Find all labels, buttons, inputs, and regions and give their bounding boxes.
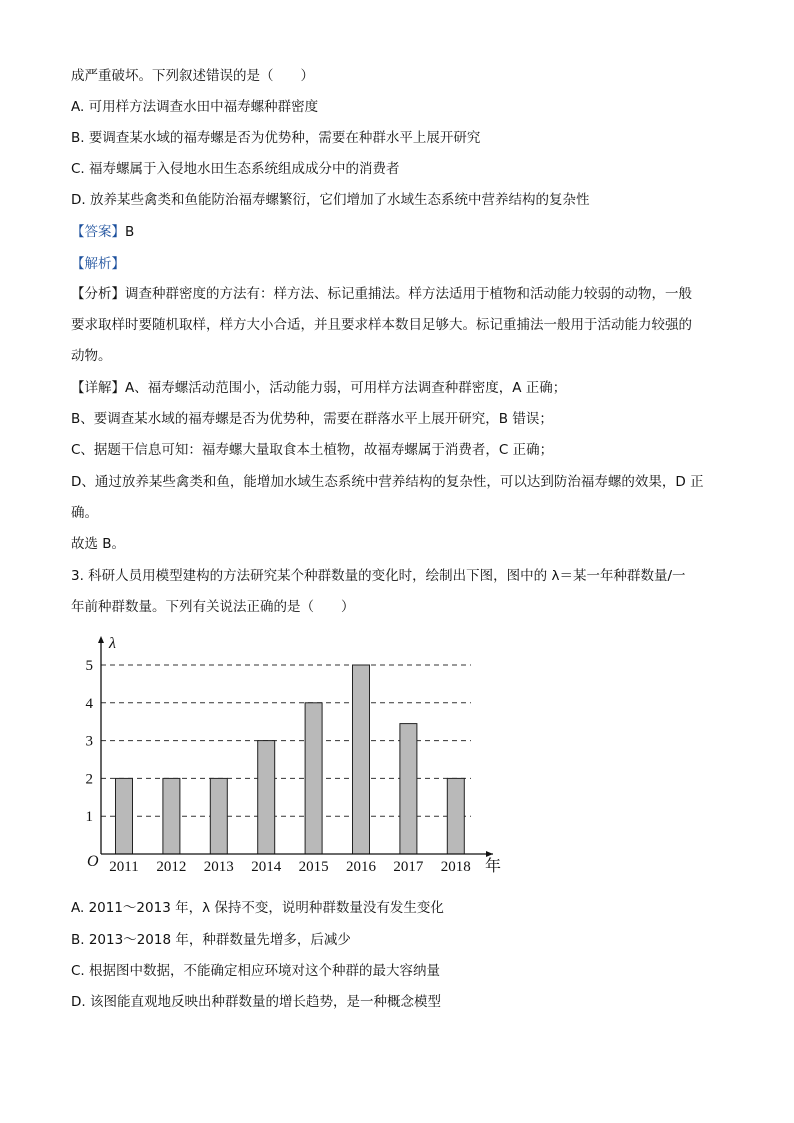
fenxi-line-1: [71, 284, 692, 304]
lambda-bar-chart: [71, 626, 511, 876]
y-tick-3: 3: [85, 733, 93, 750]
x-axis-arrow: [486, 851, 493, 857]
y-tick-2: 2: [85, 771, 93, 788]
xiangjie-line-a: [71, 378, 566, 398]
origin-label: O: [87, 853, 99, 870]
x-tick-2014: 2014: [251, 859, 282, 875]
q3-option-a: A. 2011～2013 年，λ 保持不变，说明种群数量没有发生变化: [71, 900, 444, 916]
x-tick-2012: 2012: [156, 859, 187, 875]
answer-tag: 【答案】: [71, 224, 125, 240]
fenxi-line-3: 动物。: [71, 348, 112, 364]
q3-option-d: D. 该图能直观地反映出种群数量的增长趋势，是一种概念模型: [71, 994, 441, 1010]
x-tick-2013: 2013: [203, 859, 234, 875]
bar-2018: [447, 778, 464, 854]
q2-option-c: C. 福寿螺属于入侵地水田生态系统组成成分中的消费者: [71, 161, 400, 177]
y-axis-arrow: [98, 636, 104, 643]
q3-stem-2: 年前种群数量。下列有关说法正确的是（ ）: [71, 599, 355, 615]
y-axis-label: λ: [109, 635, 116, 652]
q3-option-c: C. 根据图中数据，不能确定相应环境对这个种群的最大容纳量: [71, 963, 441, 979]
bar-2013: [210, 778, 227, 854]
q3-stem-1: 3. 科研人员用模型建构的方法研究某个种群数量的变化时，绘制出下图，图中的 λ＝某一年种群数量/一: [71, 568, 686, 584]
x-axis-label: 年: [485, 858, 502, 875]
fenxi-line-2: 要求取样时要随机取样，样方大小合适，并且要求样本数目足够大。标记重捕法一般用于活动能力较强的: [71, 317, 692, 333]
bar-series: [116, 665, 465, 854]
bar-2012: [163, 778, 180, 854]
q2-option-d: D. 放养某些禽类和鱼能防治福寿螺繁衍，它们增加了水域生态系统中营养结构的复杂性: [71, 192, 590, 208]
x-tick-2016: 2016: [346, 859, 376, 875]
x-tick-2017: 2017: [393, 859, 424, 875]
bar-2017: [400, 724, 417, 854]
q3-option-b: B. 2013～2018 年，种群数量先增多，后减少: [71, 932, 351, 948]
x-tick-2015: 2015: [298, 859, 329, 875]
y-tick-5: 5: [85, 658, 93, 674]
detail-line-d-cont: 确。: [71, 505, 98, 521]
q2-option-b: B. 要调查某水域的福寿螺是否为优势种，需要在种群水平上展开研究: [71, 130, 481, 146]
detail-line-b: B、要调查某水域的福寿螺是否为优势种，需要在群落水平上展开研究，B 错误；: [71, 411, 553, 427]
x-tick-2011: 2011: [109, 859, 139, 875]
bar-2015: [305, 703, 322, 854]
xiangjie-text-a: A、福寿螺活动范围小，活动能力弱，可用样方法调查种群密度，A 正确；: [125, 380, 567, 396]
detail-line-d: D、通过放养某些禽类和鱼，能增加水域生态系统中营养结构的复杂性，可以达到防治福寿螺的效果，D 正: [71, 474, 704, 490]
y-tick-4: 4: [85, 695, 93, 712]
analysis-tag: [71, 254, 125, 274]
fenxi-tag: 【分析】: [71, 286, 125, 302]
fenxi-text-1: 调查种群密度的方法有：样方法、标记重捕法。样方法适用于植物和活动能力较弱的动物，一般: [125, 286, 692, 302]
conclusion-line: 故选 B。: [71, 536, 126, 552]
answer-line: [71, 222, 134, 242]
y-tick-1: 1: [85, 809, 93, 826]
axis-labels: [86, 635, 502, 875]
q2-option-a: A. 可用样方法调查水田中福寿螺种群密度: [71, 99, 319, 115]
q2-stem-tail: 成严重破坏。下列叙述错误的是（ ）: [71, 68, 314, 84]
detail-line-c: C、据题干信息可知：福寿螺大量取食本土植物，故福寿螺属于消费者，C 正确；: [71, 442, 554, 458]
x-tick-2018: 2018: [440, 859, 471, 875]
axes: [98, 636, 493, 857]
bar-2011: [116, 778, 133, 854]
answer-value: B: [125, 224, 135, 240]
xiangjie-tag: 【详解】: [71, 380, 125, 396]
analysis-tag-text: 【解析】: [71, 256, 125, 272]
bar-2016: [353, 665, 370, 854]
bar-2014: [258, 741, 275, 854]
